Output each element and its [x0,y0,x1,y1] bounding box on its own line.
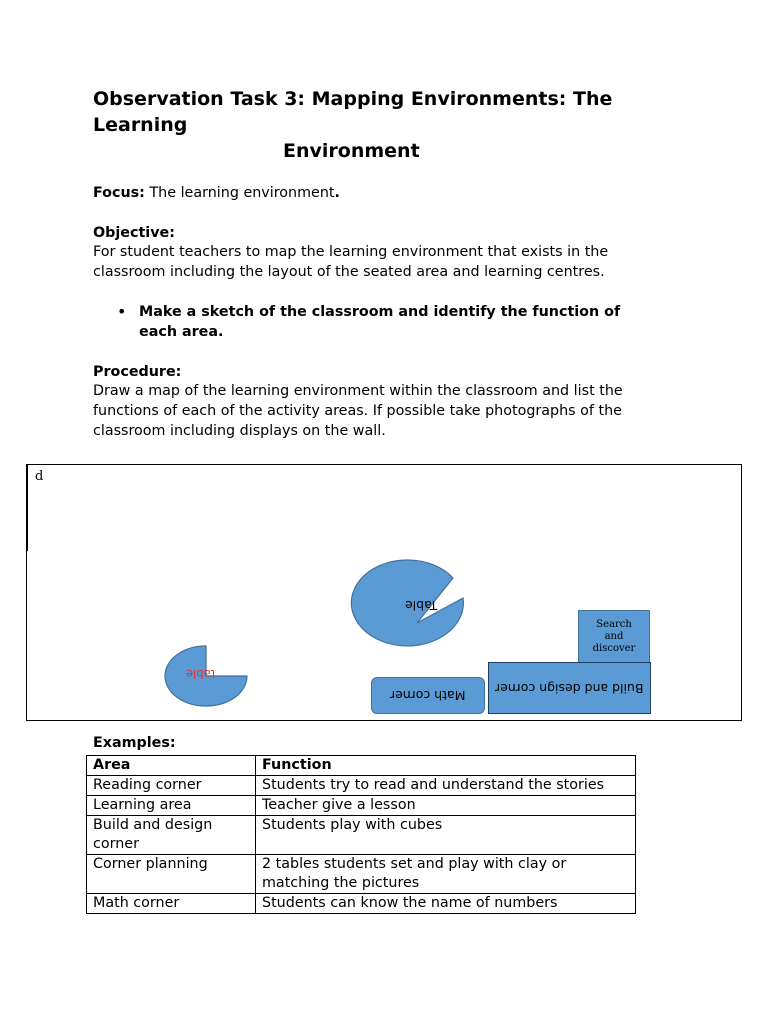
search-line-3: discover [592,642,636,654]
objective-label: Objective: [93,225,175,241]
cell-area: Learning area [87,796,256,816]
search-line-2: and [604,630,624,642]
table-row [87,855,636,894]
focus-text: The learning environment [149,185,335,201]
cell-area: Reading corner [87,776,256,796]
procedure-line-1: Draw a map of the learning environment within the classroom and list the [93,383,623,399]
table-row [87,816,636,855]
math-corner-box [371,677,485,714]
table-row [87,776,636,796]
small-table-label: table [186,667,216,681]
focus-period: . [334,185,340,201]
bullet-line-2: each area. [139,324,224,340]
header-function: Function [256,756,636,776]
cell-function: 2 tables students set and play with clay or matching the pictures [256,855,636,894]
examples-table [86,755,636,914]
examples-label: Examples: [93,735,176,751]
cell-function: Students try to read and understand the stories [256,776,636,796]
title-line-1: Observation Task 3: Mapping Environments: The [93,88,613,110]
build-design-label: Build and design corner [495,680,644,696]
large-table-label: Table [405,598,438,613]
cell-function: Teacher give a lesson [256,796,636,816]
search-discover-box [578,610,650,663]
table-row [87,796,636,816]
search-line-1: Search [596,618,632,630]
cell-area: Corner planning [87,855,256,894]
bullet-line-1: Make a sketch of the classroom and identify the function of [139,304,621,320]
objective-line-1: For student teachers to map the learning environment that exists in the [93,244,609,260]
title-line-2: Learning [93,114,188,136]
focus-label: Focus: [93,185,145,201]
cell-area: Build and design corner [87,816,256,855]
header-area: Area [87,756,256,776]
math-corner-label: Math corner [390,688,466,703]
bullet-dot: • [117,302,127,321]
table-header-row [87,756,636,776]
title-line-3: Environment [283,140,420,162]
map-corner-mark: d [35,469,44,484]
procedure-line-2: functions of each of the activity areas. If possible take photographs of the [93,403,622,419]
procedure-label: Procedure: [93,364,182,380]
cell-function: Students play with cubes [256,816,636,855]
build-design-box [488,662,651,714]
procedure-line-3: classroom including displays on the wall. [93,423,386,439]
table-row [87,894,636,914]
cell-function: Students can know the name of numbers [256,894,636,914]
cell-area: Math corner [87,894,256,914]
objective-line-2: classroom including the layout of the seated area and learning centres. [93,264,605,280]
